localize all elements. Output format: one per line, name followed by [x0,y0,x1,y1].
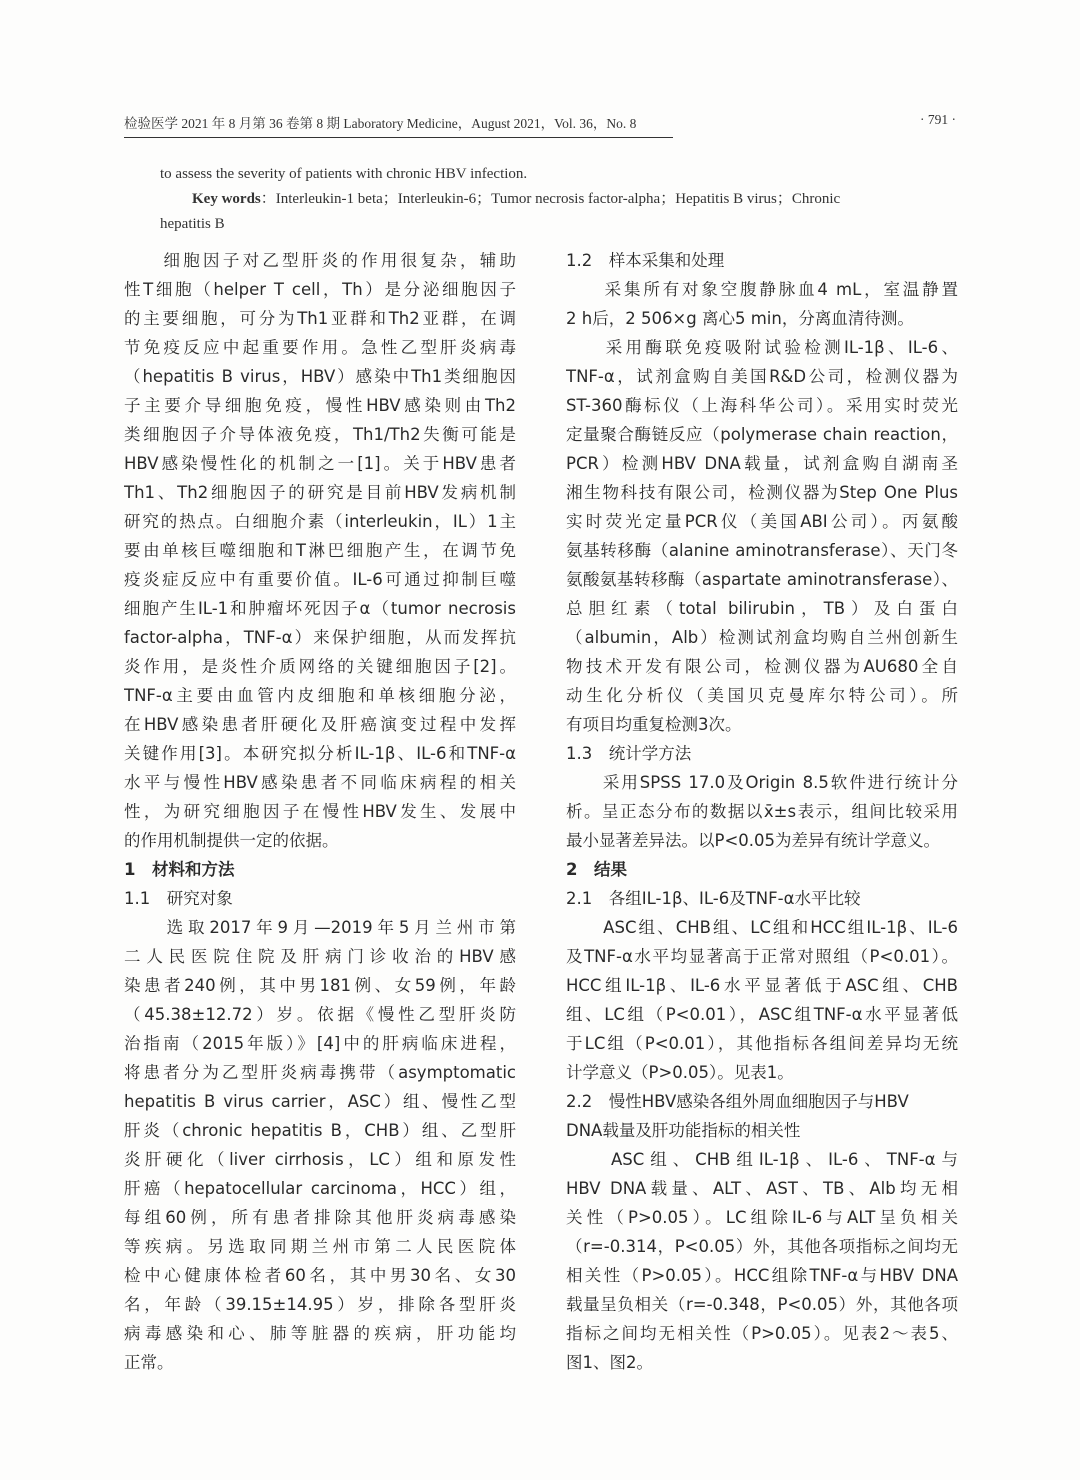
text-line: 细胞产生IL-1和肿瘤坏死因子α（tumor necrosis [124,599,516,618]
text-line: 物技术开发有限公司，检测仪器为AU680全自 [566,657,958,676]
text-line: 的作用机制提供一定的依据。 [124,831,339,850]
text-line: 采用SPSS 17.0及Origin 8.5软件进行统计分 [566,773,958,792]
text-line: ST-360酶标仪（上海科华公司）。采用实时荧光 [566,396,958,415]
text-line: ASC组、CHB组、LC组和HCC组IL-1β、IL-6 [566,918,958,937]
text-line: 最小显著差异法。以P<0.05为差异有统计学意义。 [566,831,941,850]
text-line: 总胆红素（total bilirubin，TB）及白蛋白 [566,599,958,618]
text-line: hepatitis B virus carrier，ASC）组、慢性乙型 [124,1092,516,1111]
text-line: 正常。 [124,1353,174,1372]
text-line: 于LC组（P<0.01），其他指标各组间差异均无统 [566,1034,958,1053]
text-line: 指标之间均无相关性（P>0.05）。见表2～表5、 [566,1324,958,1343]
keywords-continued: hepatitis B [160,216,225,232]
text-line: 有项目均重复检测3次。 [566,715,742,734]
text-line: 2 结果 [566,860,627,879]
text-line: 1.3 统计学方法 [566,744,692,763]
text-line: 氨酸氨基转移酶（aspartate aminotransferase）、 [566,570,958,589]
text-line: 2 h后，2 506×g 离心5 min，分离血清待测。 [566,309,914,328]
text-line: HBV感染慢性化的机制之一[1]。关于HBV患者 [124,454,516,473]
text-line: （45.38±12.72）岁。依据《慢性乙型肝炎防 [124,1005,516,1024]
text-line: 计学意义（P>0.05）。见表1。 [566,1063,794,1082]
text-line: 氨基转移酶（alanine aminotransferase）、天门冬 [566,541,958,560]
abstract-tail [160,162,940,237]
text-line: 1.2 样本采集和处理 [566,251,725,270]
text-line: 图1、图2。 [566,1353,653,1372]
text-line: 性，为研究细胞因子在慢性HBV发生、发展中 [124,802,516,821]
text-line: 每组60例，所有患者排除其他肝炎病毒感染 [124,1208,516,1227]
text-line: 1.1 研究对象 [124,889,233,908]
text-line: 子主要介导细胞免疫，慢性HBV感染则由Th2 [124,396,516,415]
text-line: 染患者240例，其中男181例、女59例，年龄 [124,976,516,995]
text-line: 2.2 慢性HBV感染各组外周血细胞因子与HBV [566,1092,909,1111]
text-line: 析。呈正态分布的数据以x̄±s表示，组间比较采用 [566,802,958,821]
text-line: 相关性（P>0.05）。HCC组除TNF-α与HBV DNA [566,1266,958,1285]
text-line: 动生化分析仪（美国贝克曼库尔特公司）。所 [566,686,958,705]
text-line: 将患者分为乙型肝炎病毒携带（asymptomatic [124,1063,516,1082]
text-line: 二人民医院住院及肝病门诊收治的HBV感 [124,947,516,966]
text-line: 名，年龄（39.15±14.95）岁，排除各型肝炎 [124,1295,516,1314]
text-line: DNA载量及肝功能指标的相关性 [566,1121,801,1140]
text-line: 选取2017年9月—2019年5月兰州市第 [124,918,516,937]
text-line: 2.1 各组IL-1β、IL-6及TNF-α水平比较 [566,889,861,908]
text-line: TNF-α主要由血管内皮细胞和单核细胞分泌， [124,686,516,705]
text-line: （hepatitis B virus，HBV）感染中Th1类细胞因 [124,367,516,386]
text-line: HBV DNA载量、ALT、AST、TB、Alb均无相 [566,1179,958,1198]
text-line: 1 材料和方法 [124,860,235,879]
text-line: 实时荧光定量PCR仪（美国ABI公司）。丙氨酸 [566,512,958,531]
text-line: 在HBV感染患者肝硬化及肝癌演变过程中发挥 [124,715,516,734]
text-line: 载量呈负相关（r=-0.348，P<0.05）外，其他各项 [566,1295,958,1314]
text-line: ASC组、CHB组IL-1β、IL-6、TNF-α与 [566,1150,958,1169]
page-number: · 791 · [920,112,956,127]
keywords-line [160,187,940,212]
text-line: 湘生物科技有限公司，检测仪器为Step One Plus [566,483,958,502]
left-column [124,246,516,1377]
text-line: 节免疫反应中起重要作用。急性乙型肝炎病毒 [124,338,516,357]
text-line: 肝炎（chronic hepatitis B，CHB）组、乙型肝 [124,1121,516,1140]
text-line: 采集所有对象空腹静脉血4 mL，室温静置 [566,280,958,299]
text-line: 治指南（2015年版）》[4]中的肝病临床进程， [124,1034,516,1053]
text-line: factor-alpha，TNF-α）来保护细胞，从而发挥抗 [124,628,516,647]
text-line: 及TNF-α水平均显著高于正常对照组（P<0.01）。 [566,947,958,966]
text-line: 炎肝硬化（liver cirrhosis，LC）组和原发性 [124,1150,516,1169]
text-line: Th1、Th2细胞因子的研究是目前HBV发病机制 [124,483,516,502]
journal-citation: 检验医学 2021 年 8 月第 36 卷第 8 期 Laboratory Medicine，August 2021，Vol. 36，No. 8 [124,116,637,131]
text-line: 采用酶联免疫吸附试验检测IL-1β、IL-6、 [566,338,958,357]
text-line: PCR）检测HBV DNA载量，试剂盒购自湖南圣 [566,454,958,473]
text-line: 疫炎症反应中有重要价值。IL-6可通过抑制巨噬 [124,570,516,589]
text-line: 研究的热点。白细胞介素（interleukin，IL）1主 [124,512,516,531]
text-line: 水平与慢性HBV感染患者不同临床病程的相关 [124,773,516,792]
text-line: 关键作用[3]。本研究拟分析IL-1β、IL-6和TNF-α [124,744,516,763]
text-line: 细胞因子对乙型肝炎的作用很复杂，辅助 [124,251,516,270]
text-line: 检中心健康体检者60名，其中男30名、女30 [124,1266,516,1285]
text-line: 等疾病。另选取同期兰州市第二人民医院体 [124,1237,516,1256]
text-line: 要由单核巨噬细胞和T淋巴细胞产生，在调节免 [124,541,516,560]
text-line: 类细胞因子介导体液免疫，Th1/Th2失衡可能是 [124,425,516,444]
text-line: 炎作用，是炎性介质网络的关键细胞因子[2]。 [124,657,516,676]
text-line: TNF-α，试剂盒购自美国R&D公司，检测仪器为 [566,367,958,386]
text-line: 性T细胞（helper T cell，Th）是分泌细胞因子 [124,280,516,299]
text-line: （r=-0.314，P<0.05）外，其他各项指标之间均无 [566,1237,958,1256]
text-line: 定量聚合酶链反应（polymerase chain reaction， [566,425,958,444]
text-line: 组、LC组（P<0.01），ASC组TNF-α水平显著低 [566,1005,958,1024]
text-line: 病毒感染和心、肺等脏器的疾病，肝功能均 [124,1324,516,1343]
header-rule [124,137,673,138]
text-line: 的主要细胞，可分为Th1亚群和Th2亚群，在调 [124,309,516,328]
text-line: （albumin，Alb）检测试剂盒均购自兰州创新生 [566,628,958,647]
keywords-text: ：Interleukin-1 beta；Interleukin-6；Tumor necrosis factor-alpha；Hepatitis B virus；Chronic [260,191,841,207]
keywords-label: Key words [192,191,261,207]
text-line: HCC组IL-1β、IL-6水平显著低于ASC组、CHB [566,976,958,995]
abstract-line: to assess the severity of patients with chronic HBV infection. [160,166,528,182]
text-line: 关性（P>0.05）。LC组除IL-6与ALT呈负相关 [566,1208,958,1227]
right-column [566,246,958,1377]
text-line: 肝癌（hepatocellular carcinoma，HCC）组， [124,1179,516,1198]
